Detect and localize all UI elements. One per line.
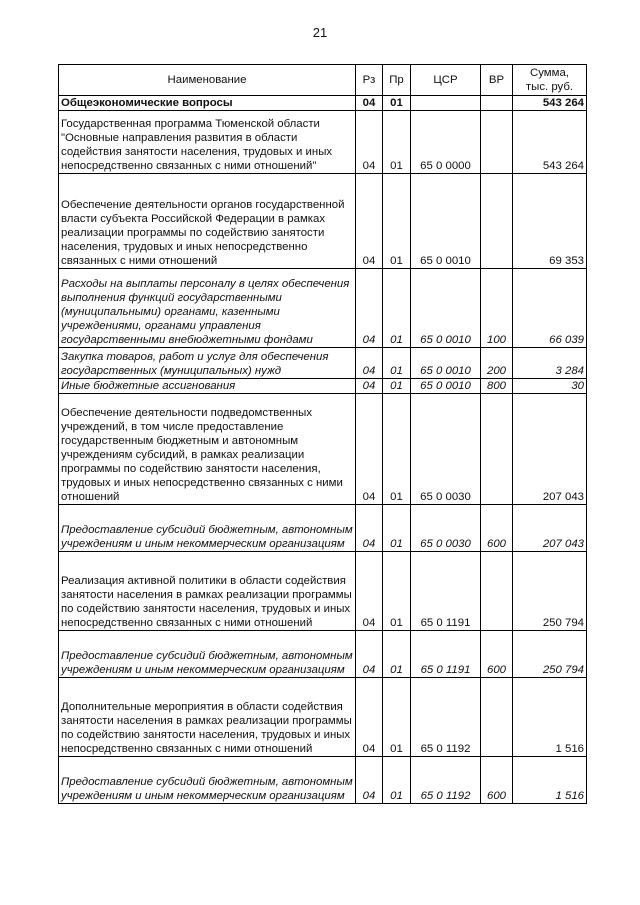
- cell-pr: 01: [383, 348, 411, 379]
- cell-name: Предоставление субсидий бюджетным, автономным учреждениям и иным некоммерческим организациям: [59, 757, 356, 804]
- cell-pr: 01: [383, 505, 411, 552]
- cell-vr: 600: [481, 757, 513, 804]
- header-name: Наименование: [59, 65, 356, 96]
- cell-name: Расходы на выплаты персоналу в целях обеспечения выполнения функций государственными (муниципальными) органами, казенными учреждениями, органами управления государственными внебюджетными фондами: [59, 269, 356, 348]
- header-pr: Пр: [383, 65, 411, 96]
- table-row: [59, 394, 587, 505]
- cell-sum: 66 039: [513, 269, 587, 348]
- cell-csr: 65 0 1192: [411, 757, 481, 804]
- cell-vr: 100: [481, 269, 513, 348]
- table-row: [59, 552, 587, 631]
- cell-vr: [481, 96, 513, 111]
- cell-csr: 65 0 0010: [411, 269, 481, 348]
- cell-csr: 65 0 0030: [411, 394, 481, 505]
- cell-rz: 04: [356, 678, 383, 757]
- cell-sum: 3 284: [513, 348, 587, 379]
- cell-name: Иные бюджетные ассигнования: [59, 379, 356, 394]
- table-header-row: [59, 65, 587, 96]
- cell-rz: 04: [356, 631, 383, 678]
- header-sum: [513, 65, 587, 96]
- cell-sum: 30: [513, 379, 587, 394]
- cell-pr: 01: [383, 552, 411, 631]
- cell-sum: 207 043: [513, 394, 587, 505]
- cell-pr: 01: [383, 394, 411, 505]
- cell-csr: 65 0 0030: [411, 505, 481, 552]
- cell-vr: [481, 174, 513, 269]
- cell-pr: 01: [383, 96, 411, 111]
- table-row: [59, 631, 587, 678]
- cell-sum: 543 264: [513, 111, 587, 174]
- cell-name: Обеспечение деятельности подведомственных учреждений, в том числе предоставление государственным бюджетным и автономным учреждениям субсидий, в рамках реализации программы по содействию занятости населения, трудовых и иных непосредственно связанных с ними отношений: [59, 394, 356, 505]
- cell-csr: 65 0 0010: [411, 174, 481, 269]
- cell-rz: 04: [356, 174, 383, 269]
- table-row: [59, 757, 587, 804]
- cell-csr: 65 0 1192: [411, 678, 481, 757]
- header-sum-line2: тыс. руб.: [525, 81, 574, 93]
- table-row: [59, 174, 587, 269]
- cell-sum: 207 043: [513, 505, 587, 552]
- table-row: [59, 348, 587, 379]
- cell-rz: 04: [356, 394, 383, 505]
- cell-vr: [481, 552, 513, 631]
- cell-name: Реализация активной политики в области содействия занятости населения в рамках реализации программы по содействию занятости населения, трудовых и иных непосредственно связанных с ними отношений: [59, 552, 356, 631]
- cell-vr: 600: [481, 505, 513, 552]
- cell-rz: 04: [356, 96, 383, 111]
- cell-vr: [481, 678, 513, 757]
- cell-pr: 01: [383, 379, 411, 394]
- cell-vr: [481, 394, 513, 505]
- table-row: [59, 269, 587, 348]
- cell-pr: 01: [383, 757, 411, 804]
- header-csr: ЦСР: [411, 65, 481, 96]
- cell-name: Закупка товаров, работ и услуг для обеспечения государственных (муниципальных) нужд: [59, 348, 356, 379]
- table-body: [59, 96, 587, 804]
- cell-rz: 04: [356, 552, 383, 631]
- cell-sum: 69 353: [513, 174, 587, 269]
- cell-sum: 543 264: [513, 96, 587, 111]
- cell-csr: 65 0 0000: [411, 111, 481, 174]
- cell-name: Общеэкономические вопросы: [59, 96, 356, 111]
- cell-rz: 04: [356, 111, 383, 174]
- cell-rz: 04: [356, 505, 383, 552]
- cell-pr: 01: [383, 174, 411, 269]
- cell-rz: 04: [356, 379, 383, 394]
- cell-vr: 200: [481, 348, 513, 379]
- page-number: 21: [312, 25, 328, 40]
- table-row: [59, 379, 587, 394]
- cell-sum: 1 516: [513, 678, 587, 757]
- cell-rz: 04: [356, 269, 383, 348]
- cell-vr: 600: [481, 631, 513, 678]
- table-row: [59, 505, 587, 552]
- cell-name: Дополнительные мероприятия в области содействия занятости населения в рамках реализации программы по содействию занятости населения, трудовых и иных непосредственно связанных с ними отношений: [59, 678, 356, 757]
- table-row: [59, 111, 587, 174]
- cell-sum: 250 794: [513, 552, 587, 631]
- cell-rz: 04: [356, 757, 383, 804]
- cell-csr: [411, 96, 481, 111]
- cell-pr: 01: [383, 269, 411, 348]
- header-sum-line1: Сумма,: [530, 67, 569, 79]
- cell-name: Предоставление субсидий бюджетным, автономным учреждениям и иным некоммерческим организациям: [59, 505, 356, 552]
- cell-csr: 65 0 1191: [411, 631, 481, 678]
- header-vr: ВР: [481, 65, 513, 96]
- table-row: [59, 96, 587, 111]
- cell-name: Обеспечение деятельности органов государственной власти субъекта Российской Федерации в рамках реализации программы по содействию занятости населения, трудовых и иных непосредственно связанных с ними отношений: [59, 174, 356, 269]
- cell-csr: 65 0 0010: [411, 379, 481, 394]
- header-rz: Рз: [356, 65, 383, 96]
- cell-sum: 1 516: [513, 757, 587, 804]
- cell-pr: 01: [383, 631, 411, 678]
- table-row: [59, 678, 587, 757]
- cell-pr: 01: [383, 111, 411, 174]
- budget-table: [58, 64, 587, 804]
- cell-csr: 65 0 0010: [411, 348, 481, 379]
- cell-name: Предоставление субсидий бюджетным, автономным учреждениям и иным некоммерческим организациям: [59, 631, 356, 678]
- cell-csr: 65 0 1191: [411, 552, 481, 631]
- cell-vr: [481, 111, 513, 174]
- cell-pr: 01: [383, 678, 411, 757]
- cell-name: Государственная программа Тюменской области "Основные направления развития в области содействия занятости населения, трудовых и иных непосредственно связанных с ними отношений": [59, 111, 356, 174]
- cell-vr: 800: [481, 379, 513, 394]
- cell-rz: 04: [356, 348, 383, 379]
- cell-sum: 250 794: [513, 631, 587, 678]
